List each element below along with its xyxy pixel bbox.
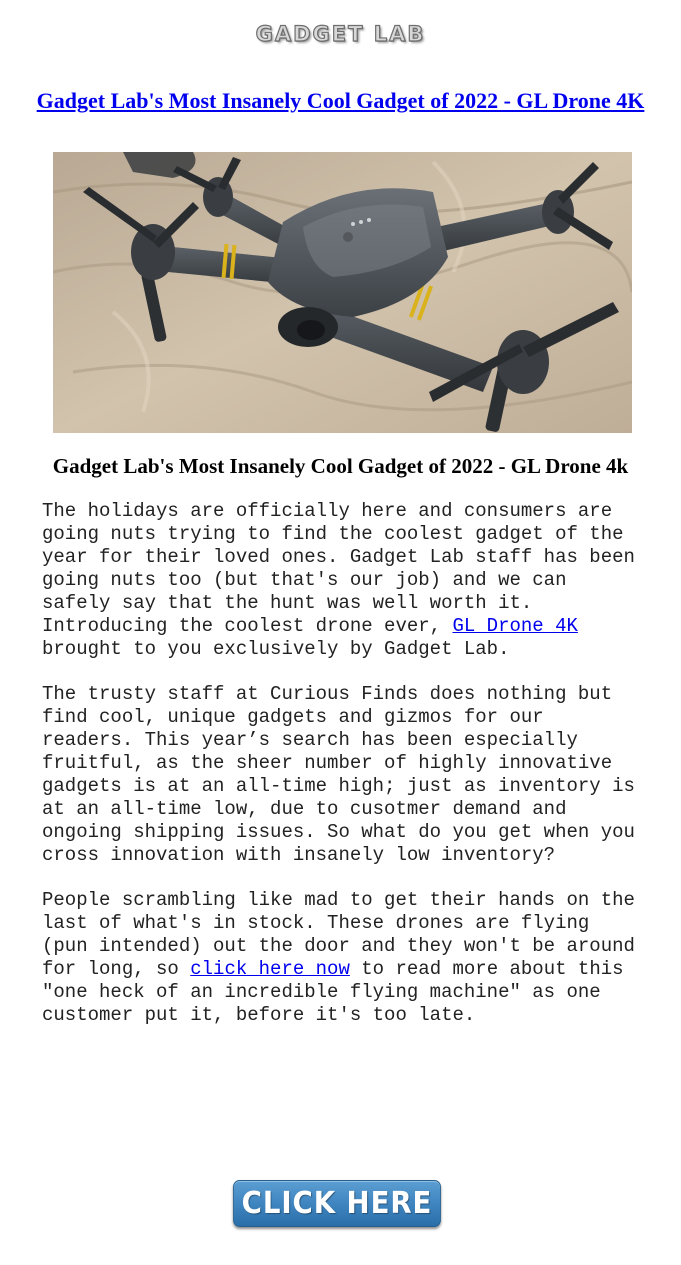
article-paragraph-1 xyxy=(42,500,642,661)
gl-drone-4k-link[interactable]: GL Drone 4K xyxy=(452,615,578,637)
article-paragraph-3 xyxy=(42,889,642,1027)
drone-illustration xyxy=(53,152,632,433)
click-here-button[interactable]: CLICK HERE xyxy=(233,1180,441,1227)
paragraph-3-text-end: to read more about this "one heck of an incredible flying machine" as one customer put it, before it's too late. xyxy=(42,958,624,1026)
article-title: Gadget Lab's Most Insanely Cool Gadget of 2022 - GL Drone 4k xyxy=(52,454,629,478)
paragraph-3-text-start: People scrambling like mad to get their hands on the last of what's in stock. These drones are flying (pun intended) out the door and they won't be around for long, so xyxy=(42,889,635,980)
paragraph-1-text-end: brought to you exclusively by Gadget Lab. xyxy=(42,638,510,660)
gadget-lab-logo: GADGET LAB xyxy=(255,22,426,46)
paragraph-1-text-start: The holidays are officially here and consumers are going nuts trying to find the coolest gadget of the year for their loved ones. Gadget Lab staff has been going nuts too (but that's our job) and we can safely say that the hunt was well worth it. Introducing the coolest drone ever, xyxy=(42,500,635,637)
click-here-now-link[interactable]: click here now xyxy=(190,958,350,980)
article-body xyxy=(42,500,642,1049)
article-paragraph-2: The trusty staff at Curious Finds does nothing but find cool, unique gadgets and gizmos for our readers. This year’s search has been especially fruitful, as the sheer number of highly innovative gadgets is at an all-time high; just as inventory is at an all-time low, due to cusotmer demand and ongoing shipping issues. So what do you get when you cross innovation with insanely low inventory? xyxy=(42,683,635,866)
headline-link[interactable]: Gadget Lab's Most Insanely Cool Gadget of 2022 - GL Drone 4K xyxy=(36,88,645,113)
hero-drone-image xyxy=(53,152,632,433)
